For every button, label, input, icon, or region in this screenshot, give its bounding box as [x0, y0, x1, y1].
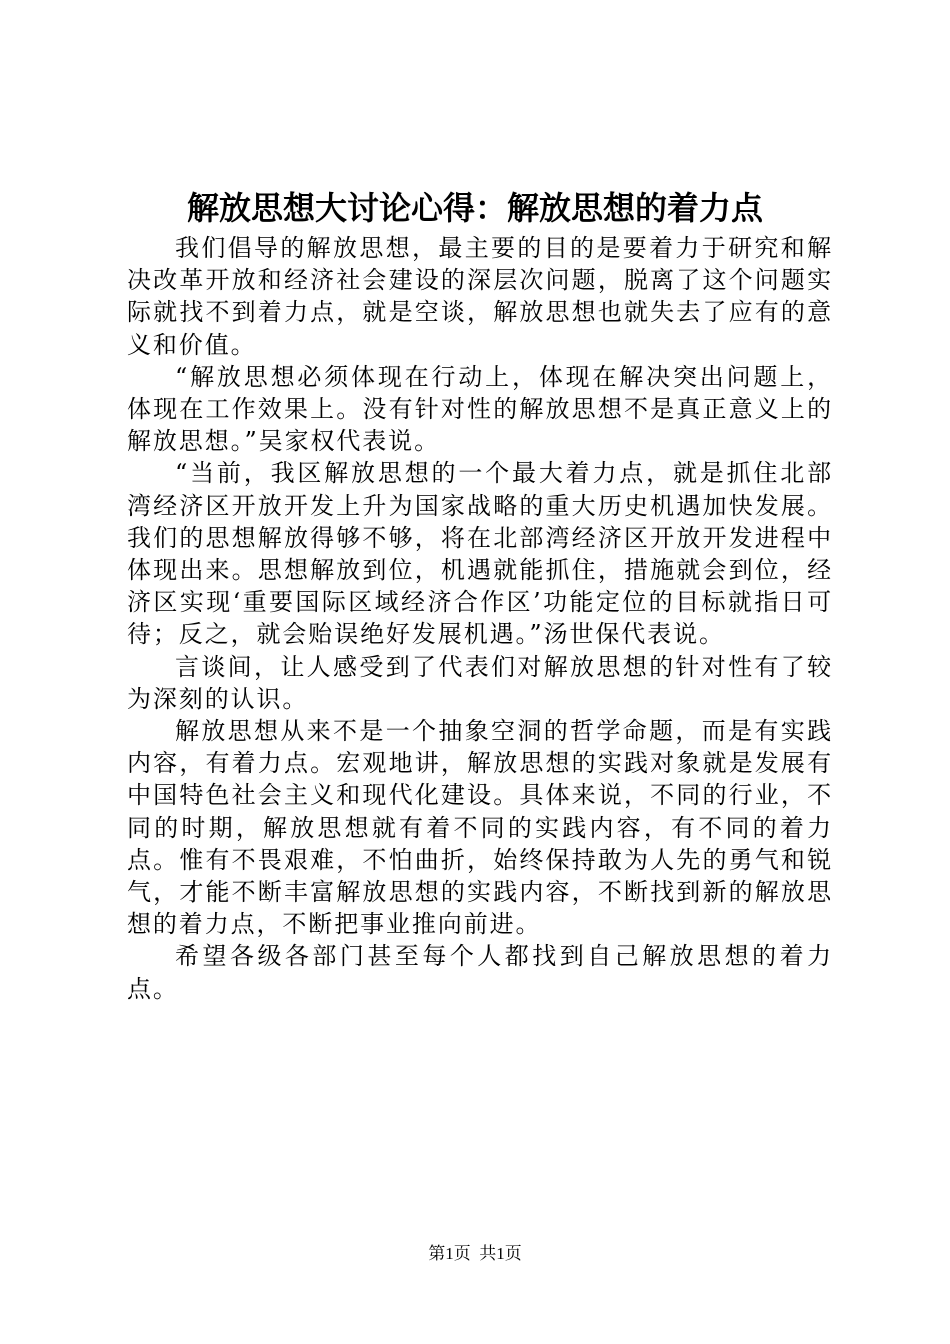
document-body [127, 232, 833, 1005]
paragraph-1: 我们倡导的解放思想，最主要的目的是要着力于研究和解决改革开放和经济社会建设的深层次问题，脱离了这个问题实际就找不到着力点，就是空谈，解放思想也就失去了应有的意义和价值。 [127, 234, 833, 359]
paragraph-4: 言谈间，让人感受到了代表们对解放思想的针对性有了较为深刻的认识。 [127, 652, 833, 713]
page-number-current: 第1页 [428, 1244, 471, 1263]
page-footer [0, 1243, 950, 1265]
paragraph-2: “解放思想必须体现在行动上，体现在解决突出问题上，体现在工作效果上。没有针对性的解放思想不是真正意义上的解放思想。”吴家权代表说。 [127, 362, 833, 456]
paragraph-6: 希望各级各部门甚至每个人都找到自己解放思想的着力点。 [127, 942, 833, 1003]
page-number-total: 共1页 [479, 1244, 522, 1263]
paragraph-3: “当前，我区解放思想的一个最大着力点，就是抓住北部湾经济区开放开发上升为国家战略的重大历史机遇加快发展。我们的思想解放得够不够，将在北部湾经济区开放开发进程中体现出来。思想解放到位，机遇就能抓住，措施就会到位，经济区实现‘重要国际区域经济合作区’功能定位的目标就指日可待；反之，就会贻误绝好发展机遇。”汤世保代表说。 [127, 459, 833, 649]
document-title: 解放思想大讨论心得：解放思想的着力点 [186, 189, 763, 227]
paragraph-5: 解放思想从来不是一个抽象空洞的哲学命题，而是有实践内容，有着力点。宏观地讲，解放思想的实践对象就是发展有中国特色社会主义和现代化建设。具体来说，不同的行业，不同的时期，解放思想就有着不同的实践内容，有不同的着力点。惟有不畏艰难，不怕曲折，始终保持敢为人先的勇气和锐气，才能不断丰富解放思想的实践内容，不断找到新的解放思想的着力点，不断把事业推向前进。 [127, 717, 833, 939]
